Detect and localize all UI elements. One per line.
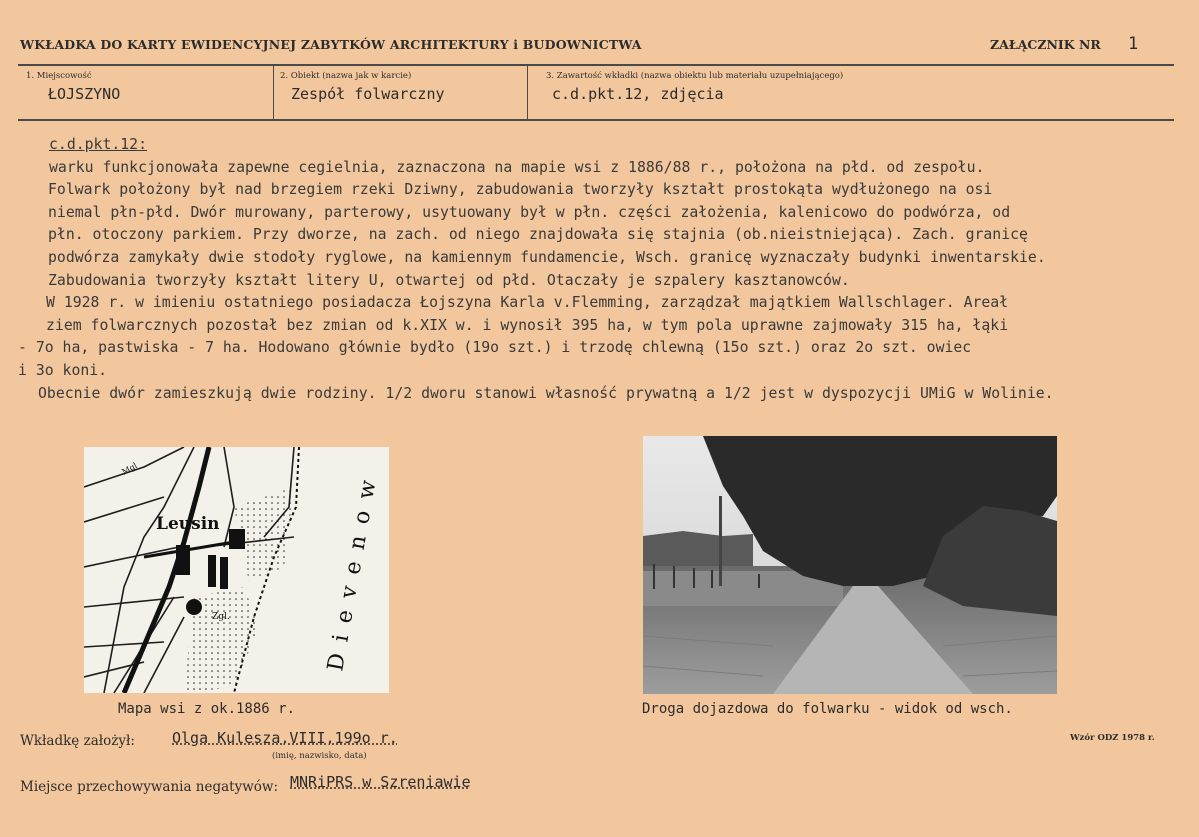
- storage-label: Miejsce przechowywania negatywów:: [20, 779, 279, 795]
- body-line: W 1928 r. w imieniu ostatniego posiadacza Łojszyna Karla v.Flemming, zarządzał majątkiem Wallschlager. Areał: [46, 294, 1009, 312]
- form-code: Wzór ODZ 1978 r.: [1070, 733, 1155, 743]
- content-label: 3. Zawartość wkładki (nazwa obiektu lub materiału uzupełniającego): [546, 71, 844, 81]
- body-line: niemal płn-płd. Dwór murowany, parterowy, usytuowany był w płn. części założenia, kalenicowo do podwórza, od: [48, 203, 1011, 221]
- body-line: Zabudowania tworzyły kształt litery U, otwartej od płd. Otaczały je szpalery kasztanowców.: [48, 271, 850, 289]
- storage-value: MNRiPRS w Szreniawie: [290, 773, 471, 791]
- locality-label: 1. Miejscowość: [26, 71, 92, 81]
- field-divider-1: [273, 66, 274, 119]
- founder-hint: (imię, nazwisko, data): [272, 751, 367, 761]
- header-rule-top: [18, 64, 1174, 66]
- road-photo: [643, 436, 1057, 694]
- map-drawing: [84, 447, 389, 693]
- body-line: i 3o koni.: [18, 361, 108, 379]
- card-title: WKŁADKA DO KARTY EWIDENCYJNEJ ZABYTKÓW ARCHITEKTURY i BUDOWNICTWA: [20, 37, 642, 52]
- map-river-label: Dievenow: [323, 466, 384, 674]
- object-label: 2. Obiekt (nazwa jak w karcie): [280, 71, 412, 81]
- map-small-label: Zgl.: [212, 612, 230, 622]
- map-village-label: Leusin: [156, 514, 220, 534]
- object-value: Zespół folwarczny: [291, 85, 445, 103]
- map-image: [84, 447, 389, 693]
- photo-caption: Droga dojazdowa do folwarku - widok od wsch.: [642, 701, 1013, 717]
- photo-drawing: [643, 436, 1057, 694]
- map-small-label: Mgl: [120, 461, 139, 477]
- body-line: podwórza zamykały dwie stodoły ryglowe, na kamiennym fundamencie, Wsch. granicę wyznaczały budynki inwentarskie.: [48, 248, 1046, 266]
- annex-label: ZAŁĄCZNIK NR: [990, 37, 1101, 52]
- locality-value: ŁOJSZYNO: [48, 85, 121, 103]
- content-value: c.d.pkt.12, zdjęcia: [552, 85, 724, 103]
- founder-value: Olga Kulesza,VIII,199o r.: [172, 729, 398, 747]
- body-line: płn. otoczony parkiem. Przy dworze, na zach. od niego znajdowała się stajnia (ob.nieistniejąca). Zach. granicę: [48, 226, 1028, 244]
- founder-label: Wkładkę założył:: [20, 733, 135, 749]
- body-line: - 7o ha, pastwiska - 7 ha. Hodowano głównie bydło (19o szt.) i trzodę chlewną (15o szt.) oraz 2o szt. owiec: [18, 339, 972, 357]
- header-rule-bottom: [18, 119, 1174, 121]
- field-divider-2: [527, 66, 528, 119]
- map-caption: Mapa wsi z ok.1886 r.: [118, 701, 296, 717]
- body-line: ziem folwarcznych pozostał bez zmian od k.XIX w. i wynosił 395 ha, w tym pola uprawne zajmowały 315 ha, łąki: [46, 316, 1009, 334]
- body-line: Folwark położony był nad brzegiem rzeki Dziwny, zabudowania tworzyły kształt prostokąta wydłużonego na osi: [48, 181, 993, 199]
- annex-number: 1: [1128, 34, 1139, 54]
- body-line: warku funkcjonowała zapewne cegielnia, zaznaczona na mapie wsi z 1886/88 r., położona na płd. od zespołu.: [49, 158, 985, 176]
- body-heading: c.d.pkt.12:: [49, 136, 147, 153]
- body-line: Obecnie dwór zamieszkują dwie rodziny. 1/2 dworu stanowi własność prywatną a 1/2 jest w dyspozycji UMiG w Wolinie.: [38, 384, 1054, 402]
- body-text: [18, 134, 1193, 405]
